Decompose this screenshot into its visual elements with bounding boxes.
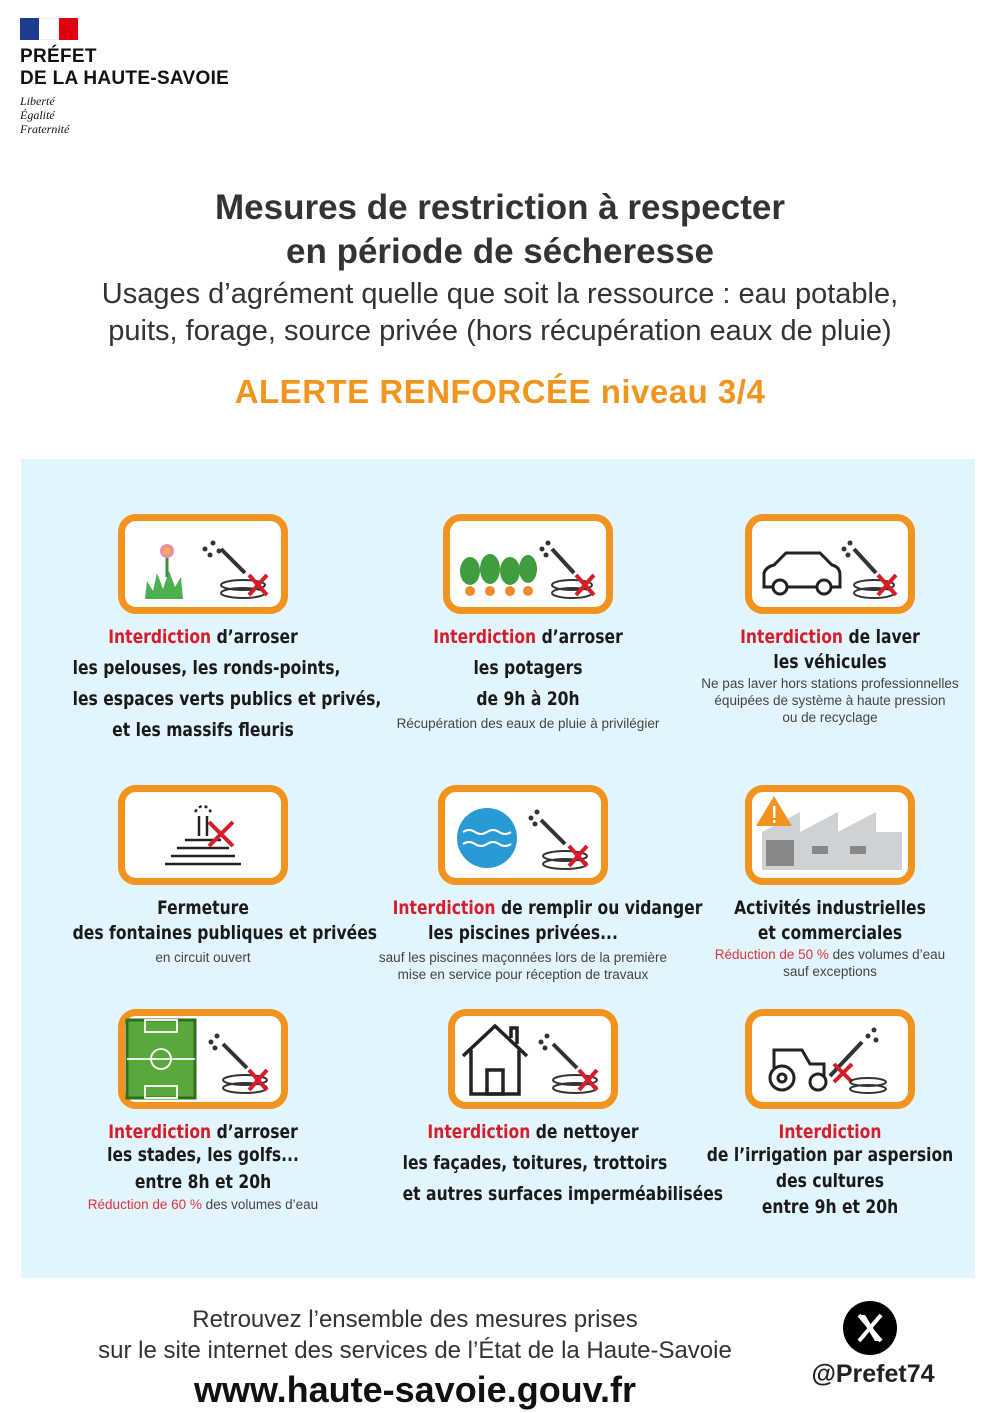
- measure-vehicles: Interdiction de laver les véhicules Ne pas laver hors stations professionnelles équipées de système à haute pression ou de recyclage: [671, 514, 989, 726]
- measure-lawns: Interdiction d’arroser les pelouses, les ronds-points, les espaces verts publics et privés, et les massifs fleuris: [44, 514, 362, 746]
- prefecture-logo: [20, 18, 229, 136]
- republic-motto: Liberté Égalité Fraternité: [20, 94, 70, 136]
- measure-fountains: Fermeture des fontaines publiques et privées en circuit ouvert: [44, 785, 362, 966]
- alert-level: ALERTE RENFORCÉE niveau 3/4: [234, 373, 766, 410]
- tractor-sprinkler-icon: [745, 1009, 915, 1109]
- car-hose-icon: [745, 514, 915, 614]
- measure-facades: Interdiction de nettoyer les façades, toitures, trottoirs et autres surfaces imperméabilisées: [374, 1009, 692, 1210]
- measure-stadiums: Interdiction d’arroser les stades, les golfs... entre 8h et 20h Réduction de 60 % des volumes d’eau: [44, 1009, 362, 1213]
- pool-hose-icon: [438, 785, 608, 885]
- footer: Retrouvez l’ensemble des mesures prises sur le site internet des services de l’État de la Haute-Savoie www.haute-savoie.gouv.fr: [20, 1304, 810, 1412]
- house-hose-icon: [448, 1009, 618, 1109]
- website-link[interactable]: www.haute-savoie.gouv.fr: [193, 1369, 637, 1410]
- measure-pools: Interdiction de remplir ou vidanger les piscines privées... sauf les piscines maçonnées lors de la première mise en service pour réception de travaux: [364, 785, 682, 983]
- page-title: Mesures de restriction à respecter en période de sécheresse: [215, 188, 785, 271]
- stadium-hose-icon: [118, 1009, 288, 1109]
- marianne-flag-icon: [20, 18, 78, 40]
- flower-hose-icon: [118, 514, 288, 614]
- factory-warning-icon: [745, 785, 915, 885]
- prefecture-name: PRÉFET DE LA HAUTE-SAVOIE: [20, 46, 230, 89]
- page-subtitle: Usages d’agrément quelle que soit la ressource : eau potable, puits, forage, source privée (hors récupération eaux de pluie): [101, 278, 899, 347]
- social-handle[interactable]: @Prefet74: [811, 1360, 935, 1388]
- measure-vegetable-gardens: Interdiction d’arroser les potagers de 9h à 20h Récupération des eaux de pluie à privilégier: [369, 514, 687, 732]
- page-header: [0, 186, 1000, 412]
- vegetable-garden-hose-icon: [443, 514, 613, 614]
- measure-industry: Activités industrielles et commerciales Réduction de 50 % des volumes d’eau sauf exceptions: [671, 785, 989, 980]
- fountain-icon: [118, 785, 288, 885]
- measures-panel: [21, 459, 975, 1278]
- x-logo-icon[interactable]: [843, 1301, 897, 1355]
- measure-irrigation: Interdiction de l’irrigation par aspersion des cultures entre 9h et 20h: [671, 1009, 989, 1220]
